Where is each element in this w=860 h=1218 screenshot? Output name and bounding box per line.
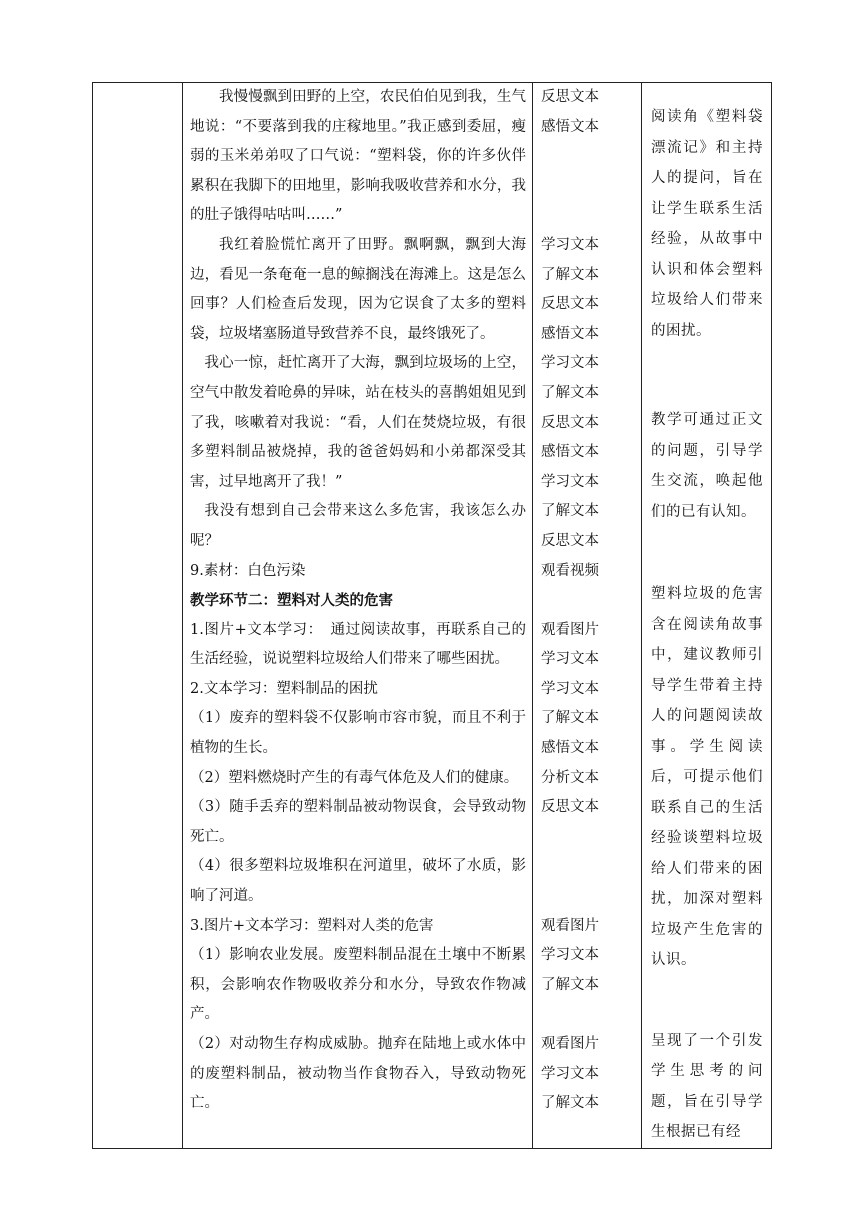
activity-item: 学习文本 [541,236,599,253]
spacer [541,586,641,616]
spacer [541,1000,641,1030]
story-paragraph: 我红着脸慌忙离开了田野。飘啊飘，飘到大海边，看见一条奄奄一息的鲸搁浅在海滩上。这是怎么回事？人们检查后发现，因为它误食了太多的塑料袋，垃圾堵塞肠道导致营养不良，最终饿死了。 [190,236,526,342]
activity-item: 分析文本 [541,769,599,786]
activity-item: 反思文本 [541,296,599,313]
activity-item: 观看图片 [541,1036,599,1053]
activity-group [541,616,641,823]
content-item: （1）废弃的塑料袋不仅影响市容市貌，而且不利于植物的生长。 [190,710,526,757]
intent-note: 塑料垃圾的危害含在阅读角故事中，建议教师引导学生带着主持人的问题阅读故事。学生阅读后，可提示他们联系自己的生活经验谈塑料垃圾给人们带来的困扰，加深对塑料垃圾产生危害的认识。 [651,586,763,968]
activity-item: 观看视频 [541,562,599,579]
activity-item: 了解文本 [541,1095,599,1112]
material-line: 9.素材：白色污染 [190,562,306,579]
spacer [541,142,641,231]
design-intent-cell [642,83,772,1149]
activity-item: 了解文本 [541,384,599,401]
intent-note: 呈现了一个引发学生思考的问题，旨在引导学生根据已有经 [651,1032,763,1140]
teaching-content [183,83,532,1129]
content-item: （1）影响农业发展。废塑料制品混在土壤中不断累积，会影响农作物吸收养分和水分，导致农作物减产。 [190,947,526,1023]
teaching-content-cell [183,83,533,1149]
activity-item: 了解文本 [541,266,599,283]
content-item: （3）随手丢弃的塑料制品被动物误食，会导致动物死亡。 [190,799,526,845]
lesson-plan-table [92,82,772,1149]
activity-item: 学习文本 [541,473,599,490]
activity-item: 学习文本 [541,1065,599,1082]
activity-item: 反思文本 [541,89,599,105]
activity-item: 感悟文本 [541,325,599,342]
story-paragraph: 我没有想到自己会带来这么多危害，我该怎么办呢？ [190,503,526,549]
spacer [541,823,641,912]
activity-item: 观看图片 [541,917,599,934]
story-paragraph: 我慢慢飘到田野的上空，农民伯伯见到我，生气地说：“不要落到我的庄稼地里。”我正感到委屈，瘦弱的玉米弟弟叹了口气说：“塑料袋，你的许多伙伴累积在我脚下的田地里，影响我吸收营养和水分，我的肚子饿得咕咕叫……” [190,89,526,224]
section-heading: 教学环节二：塑料对人类的危害 [190,592,393,610]
activity-group [541,1030,641,1119]
content-item: 3.图片+文本学习：塑料对人类的危害 [190,917,434,934]
activity-item: 了解文本 [541,503,599,520]
activity-item: 学习文本 [541,651,599,668]
student-activity-list [533,83,641,1119]
empty-stage-cell [93,83,183,1149]
content-item: （2）对动物生存构成威胁。抛弃在陆地上或水体中的废塑料制品，被动物当作食物吞入，导致动物死亡。 [190,1036,526,1112]
activity-item: 学习文本 [541,680,599,697]
activity-item: 感悟文本 [541,118,599,135]
activity-group [541,231,641,586]
activity-item: 反思文本 [541,532,599,549]
activity-item: 感悟文本 [541,740,599,757]
student-activity-cell [533,83,642,1149]
content-item: （4）很多塑料垃圾堆积在河道里，破坏了水质，影响了河道。 [190,858,526,905]
activity-item: 学习文本 [541,947,599,964]
activity-item: 反思文本 [541,414,599,431]
content-item: 2.文本学习：塑料制品的困扰 [190,680,378,697]
story-paragraph: 我心一惊，赶忙离开了大海，飘到垃圾场的上空，空气中散发着呛鼻的异味，站在枝头的喜鹊姐姐见到了我，咳嗽着对我说：“看，人们在焚烧垃圾，有很多塑料制品被烧掉，我的爸爸妈妈和小弟都深受其害，过早地离开了我！” [190,355,526,490]
activity-item: 观看图片 [541,621,599,638]
activity-group [541,912,641,1001]
intent-note: 教学可通过正文的问题，引导学生交流，唤起他们的已有认知。 [651,412,763,520]
activity-item: 感悟文本 [541,444,599,461]
activity-item: 学习文本 [541,355,599,372]
intent-note: 阅读角《塑料袋漂流记》和主持人的提问，旨在让学生联系生活经验，从故事中认识和体会塑料垃圾给人们带来的困扰。 [651,109,763,339]
content-item: （2）塑料燃烧时产生的有毒气体危及人们的健康。 [190,769,519,786]
activity-item: 了解文本 [541,710,599,727]
design-intent-notes [642,102,771,1148]
content-item: 1.图片+文本学习： 通过阅读故事，再联系自己的生活经验，说说塑料垃圾给人们带来了哪些困扰。 [190,621,526,668]
activity-item: 了解文本 [541,976,599,993]
activity-group [541,83,641,142]
table-row [93,83,772,1149]
activity-item: 反思文本 [541,799,599,816]
